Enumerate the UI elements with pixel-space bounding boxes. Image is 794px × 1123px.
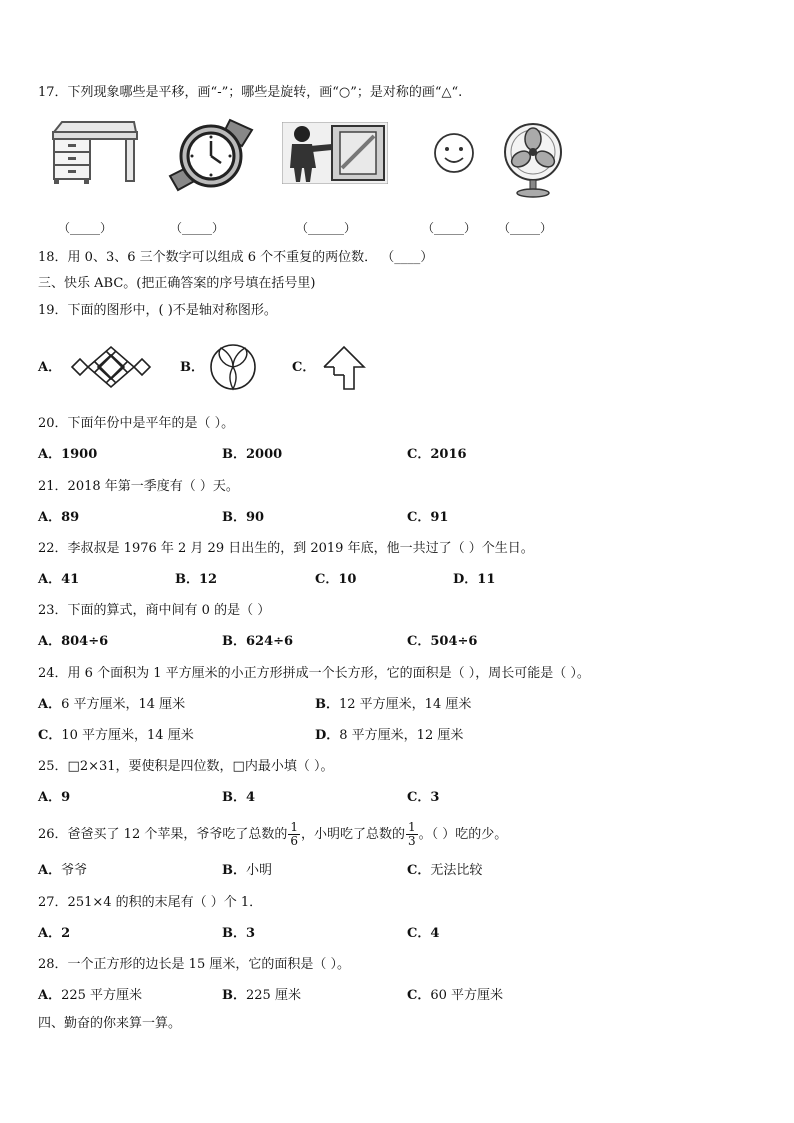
q24-option-d[interactable]: D．8 平方厘米，12 厘米: [315, 728, 464, 743]
window-person-icon: [282, 122, 388, 184]
q23-option-b[interactable]: B．624÷6: [222, 634, 294, 649]
q28-option-a[interactable]: A．225 平方厘米: [38, 988, 143, 1003]
answer-blank-4[interactable]: （_____）: [422, 221, 477, 235]
q19-option-c-label[interactable]: C．: [292, 360, 316, 375]
question-25: 25．□2×31，要使积是四位数，□内最小填（ ）。: [38, 759, 334, 774]
q23-option-a[interactable]: A．804÷6: [38, 634, 109, 649]
q25-option-a[interactable]: A．9: [38, 790, 71, 805]
question-28: 28．一个正方形的边长是 15 厘米，它的面积是（ ）。: [38, 957, 350, 972]
q26-option-b[interactable]: B．小明: [222, 863, 273, 878]
fan-icon: [500, 122, 566, 198]
fraction-one-third: $\frac{1}{3}$: [408, 820, 416, 848]
q28-option-b[interactable]: B．225 厘米: [222, 988, 301, 1003]
q20-option-c[interactable]: C．2016: [407, 447, 467, 462]
watch-icon: [164, 116, 258, 194]
q24-option-a[interactable]: A．6 平方厘米，14 厘米: [38, 697, 186, 712]
question-22: 22．李叔叔是 1976 年 2 月 29 日出生的，到 2019 年底，他一共过了（ ）个生日。: [38, 541, 534, 556]
q19-option-b-label[interactable]: B．: [180, 360, 204, 375]
q20-option-b[interactable]: B．2000: [222, 447, 283, 462]
section-4-title: 四、勤奋的你来算一算。: [38, 1016, 182, 1031]
desk-icon: [48, 120, 140, 186]
answer-blank-2[interactable]: （_____）: [170, 221, 225, 235]
answer-blank-1[interactable]: （_____）: [58, 221, 113, 235]
question-21: 21．2018 年第一季度有（ ）天。: [38, 479, 239, 494]
q21-option-c[interactable]: C．91: [407, 510, 449, 525]
smiley-icon: [432, 131, 476, 175]
answer-blank-5[interactable]: （_____）: [498, 221, 553, 235]
q21-option-a[interactable]: A．89: [38, 510, 80, 525]
q21-option-b[interactable]: B．90: [222, 510, 265, 525]
q28-option-c[interactable]: C．60 平方厘米: [407, 988, 504, 1003]
q26-option-a[interactable]: A．爷爷: [38, 863, 88, 878]
question-26: 26．爸爸买了 12 个苹果，爷爷吃了总数的 $\frac{1}{6}$ ，小明吃了总数的 $\frac{1}{3}$ 。（ ）吃的少。: [38, 820, 508, 848]
q27-option-a[interactable]: A．2: [38, 926, 71, 941]
question-27: 27．251×4 的积的末尾有（ ）个 1．: [38, 895, 263, 910]
question-23: 23．下面的算式，商中间有 0 的是（ ）: [38, 603, 271, 618]
q22-option-c[interactable]: C．10: [315, 572, 357, 587]
q20-option-a[interactable]: A．1900: [38, 447, 98, 462]
question-24: 24．用 6 个面积为 1 平方厘米的小正方形拼成一个长方形，它的面积是（ ），周长可能是（ ）。: [38, 666, 590, 681]
q22-option-a[interactable]: A．41: [38, 572, 80, 587]
question-18: 18．用 0、3、6 三个数字可以组成 6 个不重复的两位数． （____）: [38, 250, 434, 265]
q24-option-c[interactable]: C．10 平方厘米，14 厘米: [38, 728, 194, 743]
q22-option-b[interactable]: B．12: [175, 572, 218, 587]
q26-option-c[interactable]: C．无法比较: [407, 863, 483, 878]
question-20: 20．下面年份中是平年的是（ ）。: [38, 416, 235, 431]
q24-option-b[interactable]: B．12 平方厘米，14 厘米: [315, 697, 472, 712]
knot-pattern-icon: [70, 345, 152, 389]
q25-option-b[interactable]: B．4: [222, 790, 256, 805]
section-3-title: 三、快乐 ABC。(把正确答案的序号填在括号里): [38, 276, 316, 291]
q25-option-c[interactable]: C．3: [407, 790, 440, 805]
arrow-shape-icon: [322, 345, 366, 391]
question-17: 17．下列现象哪些是平移，画“-”；哪些是旋转，画“○”；是对称的画“△“.: [38, 85, 463, 100]
answer-blank-3[interactable]: （______）: [296, 221, 357, 235]
q27-option-b[interactable]: B．3: [222, 926, 256, 941]
question-19: 19．下面的图形中，( )不是轴对称图形。: [38, 303, 277, 318]
fraction-one-sixth: $\frac{1}{6}$: [290, 820, 298, 848]
circle-petal-icon: [208, 343, 258, 391]
q23-option-c[interactable]: C．504÷6: [407, 634, 478, 649]
q27-option-c[interactable]: C．4: [407, 926, 440, 941]
q19-option-a-label[interactable]: A．: [38, 360, 62, 375]
q22-option-d[interactable]: D．11: [453, 572, 496, 587]
